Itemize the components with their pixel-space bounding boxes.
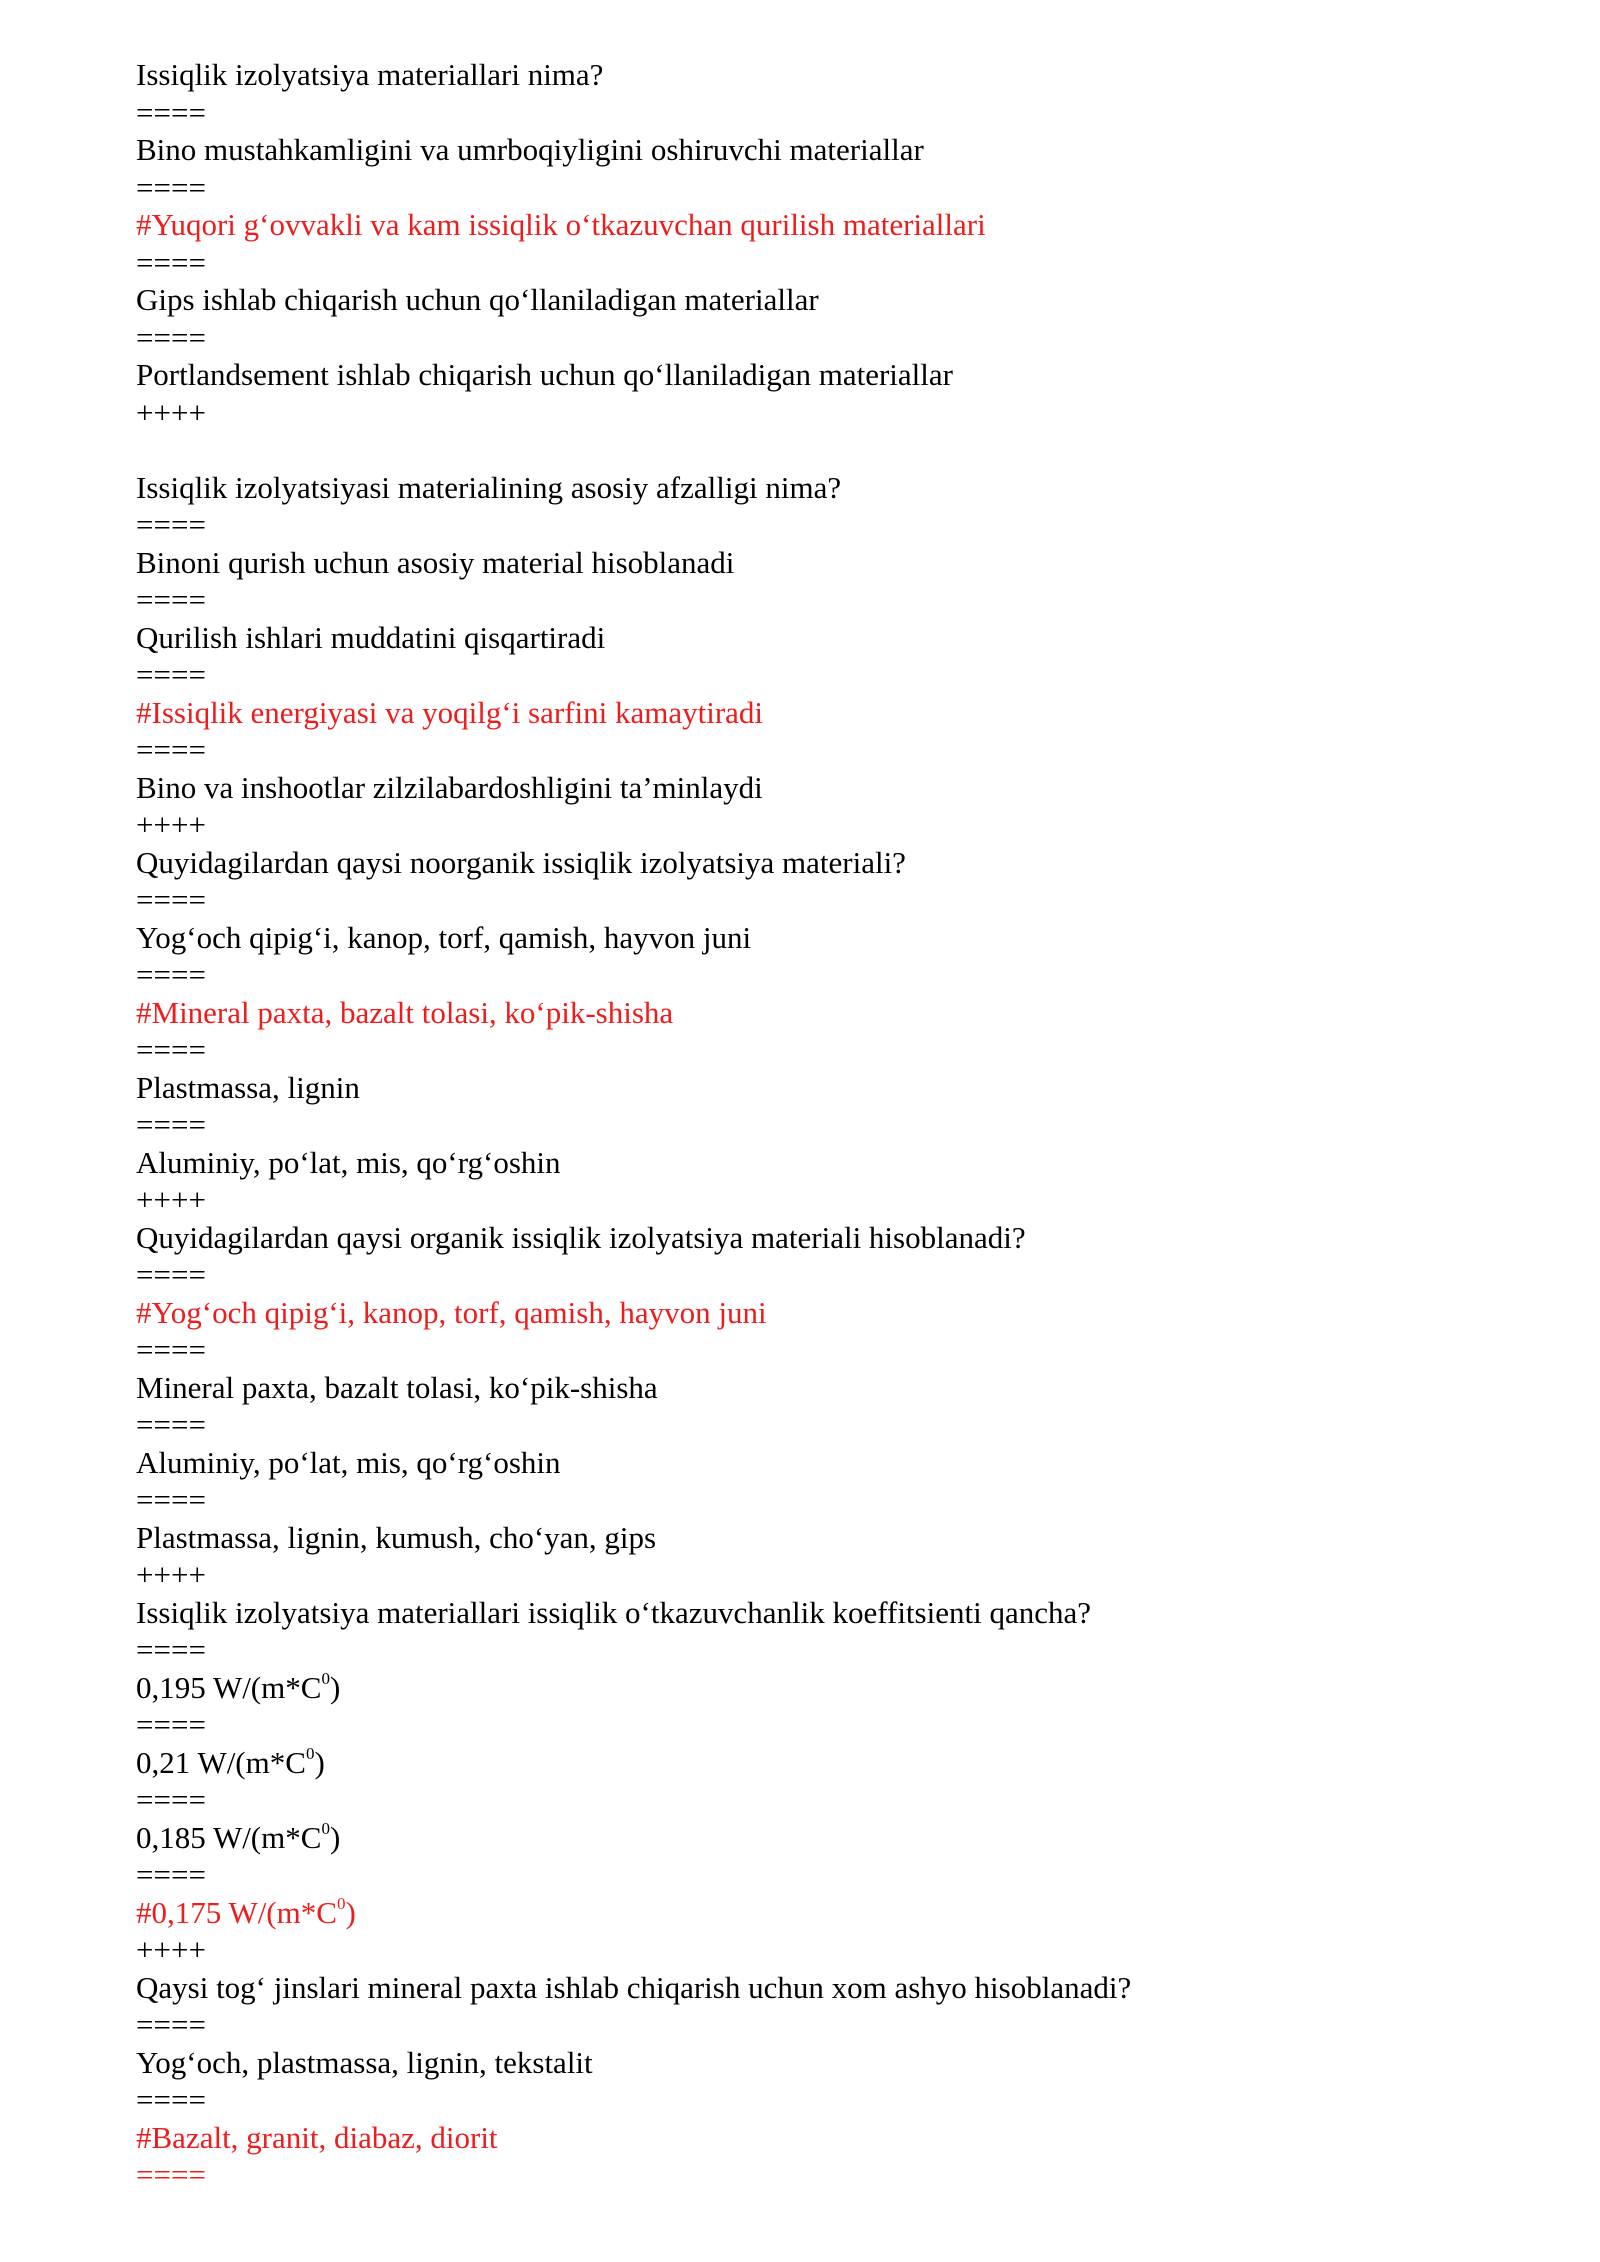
correct-answer-option	[136, 694, 1456, 732]
option-separator-text: ====	[136, 94, 206, 130]
answer-option	[136, 919, 1456, 957]
option-separator	[136, 2156, 1456, 2194]
question-end-marker	[136, 394, 1456, 432]
option-separator	[136, 1331, 1456, 1369]
option-separator-text: ====	[136, 1032, 206, 1067]
answer-option-text: Qurilish ishlari muddatini qisqartiradi	[136, 619, 606, 655]
answer-option	[136, 619, 1456, 657]
question-end-marker-text: ++++	[136, 807, 206, 842]
option-separator	[136, 731, 1456, 769]
answer-option-text: Mineral paxta, bazalt tolasi, ko‘pik-shisha	[136, 1369, 658, 1405]
answer-option-text: Bino va inshootlar zilzilabardoshligini ta’minlaydi	[136, 769, 763, 805]
unit-closing: )	[329, 1669, 341, 1705]
question-text	[136, 1969, 1456, 2007]
question-text-text: Qaysi tog‘ jinslari mineral paxta ishlab chiqarish uchun xom ashyo hisoblanadi?	[136, 1969, 1132, 2005]
option-separator	[136, 319, 1456, 357]
option-separator-text: ====	[136, 957, 206, 992]
question-end-marker-text: ++++	[136, 1557, 206, 1592]
question-text-text: Issiqlik izolyatsiya materiallari issiqlik o‘tkazuvchanlik koeffitsienti qancha?	[136, 1594, 1091, 1630]
answer-option-text: Yog‘och qipig‘i, kanop, torf, qamish, hayvon juni	[136, 919, 752, 955]
correct-answer-option-text: #0,175 W/(m*C	[136, 1894, 337, 1930]
question-end-marker	[136, 1556, 1456, 1594]
question-text-text: Issiqlik izolyatsiyasi materialining asosiy afzalligi nima?	[136, 469, 842, 505]
answer-option-text: Portlandsement ishlab chiqarish uchun qo‘llaniladigan materiallar	[136, 357, 953, 392]
question-end-marker-text: ++++	[136, 1932, 206, 1967]
option-separator-text: ====	[136, 1782, 206, 1817]
option-separator-text: ====	[136, 319, 206, 355]
option-separator-text: ====	[136, 1857, 206, 1892]
option-separator-text: ====	[136, 169, 206, 205]
answer-option-text: Aluminiy, po‘lat, mis, qo‘rg‘oshin	[136, 1144, 561, 1180]
option-separator	[136, 94, 1456, 132]
option-separator	[136, 956, 1456, 994]
correct-answer-option-text: #Issiqlik energiyasi va yoqilg‘i sarfini kamaytiradi	[136, 694, 764, 730]
unit-closing: )	[314, 1744, 325, 1780]
option-separator	[136, 1256, 1456, 1294]
correct-answer-option-text: #Yog‘och qipig‘i, kanop, torf, qamish, hayvon juni	[136, 1294, 767, 1330]
correct-answer-option-text: #Yuqori g‘ovvakli va kam issiqlik o‘tkazuvchan qurilish materiallari	[136, 207, 986, 242]
option-separator-text: ====	[136, 1257, 206, 1292]
correct-answer-option	[136, 2119, 1456, 2157]
question-text	[136, 56, 1456, 94]
superscript-degree: 0	[305, 1743, 315, 1763]
answer-option	[136, 281, 1456, 319]
answer-option	[136, 1519, 1456, 1557]
answer-option-text: Yog‘och, plastmassa, lignin, tekstalit	[136, 2044, 593, 2080]
answer-option	[136, 131, 1456, 169]
option-separator	[136, 881, 1456, 919]
option-separator-text: ====	[136, 1107, 206, 1142]
option-separator-text: ====	[136, 507, 206, 542]
answer-option-text: Plastmassa, lignin	[136, 1069, 360, 1105]
correct-answer-option	[136, 994, 1456, 1032]
option-separator	[136, 1031, 1456, 1069]
unit-closing: )	[329, 1819, 341, 1855]
option-separator	[136, 1631, 1456, 1669]
answer-option-text: Plastmassa, lignin, kumush, cho‘yan, gips	[136, 1519, 657, 1555]
correct-answer-option	[136, 1894, 1456, 1932]
blank-line	[136, 431, 1456, 469]
answer-option	[136, 1669, 1456, 1707]
option-separator-text: ====	[136, 2082, 206, 2117]
option-separator-text: ====	[136, 882, 206, 917]
answer-option	[136, 1744, 1456, 1782]
option-separator	[136, 244, 1456, 282]
option-separator-text: ====	[136, 1407, 206, 1442]
question-text-text: Issiqlik izolyatsiya materiallari nima?	[136, 57, 604, 92]
option-separator	[136, 1706, 1456, 1744]
question-end-marker-text: ++++	[136, 1182, 206, 1217]
superscript-degree: 0	[321, 1668, 330, 1688]
answer-option	[136, 1369, 1456, 1407]
question-text-text: Quyidagilardan qaysi noorganik issiqlik izolyatsiya materiali?	[136, 844, 906, 880]
superscript-degree: 0	[336, 1893, 346, 1913]
option-separator-text: ====	[136, 1482, 206, 1517]
superscript-degree: 0	[321, 1818, 330, 1838]
answer-option-text: 0,21 W/(m*C	[136, 1744, 306, 1780]
option-separator	[136, 506, 1456, 544]
option-separator	[136, 1781, 1456, 1819]
option-separator-text: ====	[136, 1707, 206, 1742]
answer-option-text: Bino mustahkamligini va umrboqiyligini oshiruvchi materiallar	[136, 132, 924, 167]
option-separator-text: ====	[136, 2007, 206, 2042]
answer-option	[136, 1444, 1456, 1482]
option-separator	[136, 1106, 1456, 1144]
answer-option-text: Gips ishlab chiqarish uchun qo‘llaniladigan materiallar	[136, 282, 819, 317]
option-separator-text: ====	[136, 1632, 206, 1667]
correct-answer-option-text: #Mineral paxta, bazalt tolasi, ko‘pik-shisha	[136, 994, 674, 1030]
question-text	[136, 1219, 1456, 1257]
question-text	[136, 844, 1456, 882]
option-separator	[136, 1481, 1456, 1519]
option-separator-text: ====	[136, 2157, 206, 2192]
question-end-marker-text: ++++	[136, 394, 206, 430]
answer-option-text: Aluminiy, po‘lat, mis, qo‘rg‘oshin	[136, 1444, 561, 1480]
question-end-marker	[136, 806, 1456, 844]
correct-answer-option	[136, 1294, 1456, 1332]
correct-answer-option-text: #Bazalt, granit, diabaz, diorit	[136, 2119, 498, 2155]
option-separator	[136, 656, 1456, 694]
unit-closing: )	[345, 1894, 356, 1930]
answer-option-text: 0,185 W/(m*C	[136, 1819, 322, 1855]
question-text	[136, 1594, 1456, 1632]
option-separator	[136, 581, 1456, 619]
option-separator	[136, 2006, 1456, 2044]
answer-option	[136, 1819, 1456, 1857]
option-separator	[136, 1856, 1456, 1894]
question-text-text: Quyidagilardan qaysi organik issiqlik izolyatsiya materiali hisoblanadi?	[136, 1219, 1026, 1255]
correct-answer-option	[136, 206, 1456, 244]
option-separator-text: ====	[136, 582, 206, 617]
answer-option-text: 0,195 W/(m*C	[136, 1669, 322, 1705]
answer-option	[136, 769, 1456, 807]
answer-option-text: Binoni qurish uchun asosiy material hisoblanadi	[136, 544, 735, 580]
answer-option	[136, 1069, 1456, 1107]
question-end-marker	[136, 1931, 1456, 1969]
question-end-marker	[136, 1181, 1456, 1219]
answer-option	[136, 2044, 1456, 2082]
answer-option	[136, 356, 1456, 394]
option-separator	[136, 169, 1456, 207]
option-separator-text: ====	[136, 657, 206, 692]
option-separator	[136, 2081, 1456, 2119]
option-separator	[136, 1406, 1456, 1444]
question-text	[136, 469, 1456, 507]
option-separator-text: ====	[136, 1332, 206, 1367]
option-separator-text: ====	[136, 244, 206, 280]
option-separator-text: ====	[136, 732, 206, 767]
answer-option	[136, 1144, 1456, 1182]
document-page	[136, 56, 1456, 2194]
answer-option	[136, 544, 1456, 582]
